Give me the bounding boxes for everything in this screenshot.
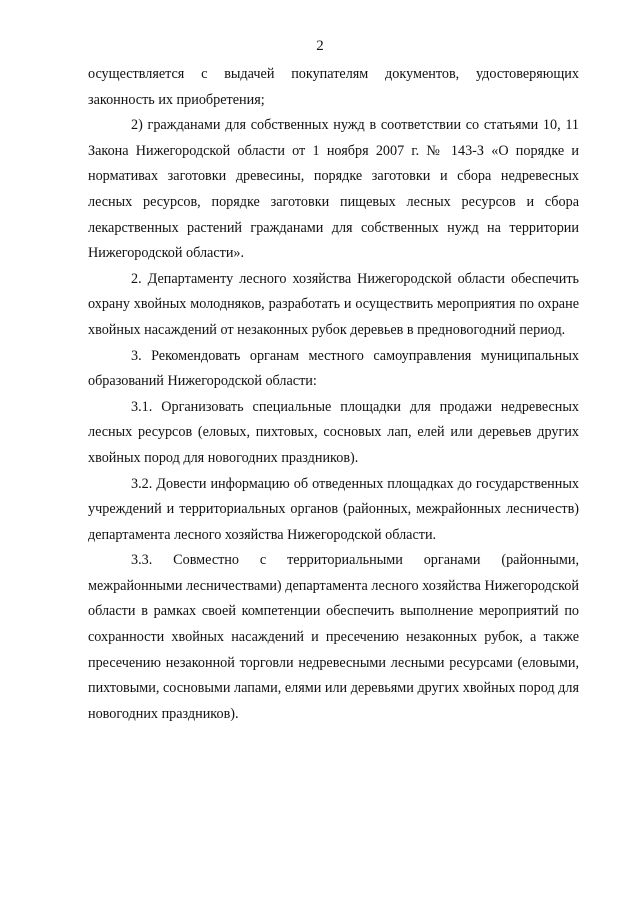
paragraph-section-3-1: 3.1. Организовать специальные площадки для продажи недревесных лесных ресурсов (еловых, пихтовых, сосновых лап, елей или деревьев других хвойных пород для новогодних праздников).	[88, 398, 579, 466]
paragraph-section-3-3: 3.3. Совместно с территориальными органами (районными, межрайонными лесничествами) департамента лесного хозяйства Нижегородской области в рамках своей компетенции обеспечить выполнение мероприятий по сохранности хвойных насаждений и пресечению незаконных рубок, а также пресечению незаконной торговли недревесными лесными ресурсами (еловыми, пихтовыми, сосновыми лапами, елями или деревьями других хвойных пород для новогодних праздников).	[88, 552, 579, 722]
paragraph-section-3-2: 3.2. Довести информацию об отведенных площадках до государственных учреждений и территориальных органов (районных, межрайонных лесничеств) департамента лесного хозяйства Нижегородской области.	[88, 475, 579, 543]
paragraph-continuation: осуществляется с выдачей покупателям документов, удостоверяющих законность их приобретения;	[88, 66, 579, 108]
page-number: 2	[316, 38, 324, 54]
document-body	[88, 62, 579, 727]
paragraph-section-3-recommendation: 3. Рекомендовать органам местного самоуправления муниципальных образований Нижегородской области:	[88, 347, 579, 390]
paragraph-item-2-citizens: 2) гражданами для собственных нужд в соответствии со статьями 10, 11 Закона Нижегородской области от 1 ноября 2007 г. № 143-З «О порядке и нормативах заготовки древесины, порядке заготовки и сбора недревесных лесных ресурсов, порядке заготовки пищевых лесных ресурсов и сбора лекарственных растений гражданами для собственных нужд на территории Нижегородской области».	[88, 117, 579, 262]
paragraph-section-2-forestry-department: 2. Департаменту лесного хозяйства Нижегородской области обеспечить охрану хвойных молодняков, разработать и осуществить мероприятия по охране хвойных насаждений от незаконных рубок деревьев в предновогодний период.	[88, 270, 579, 338]
